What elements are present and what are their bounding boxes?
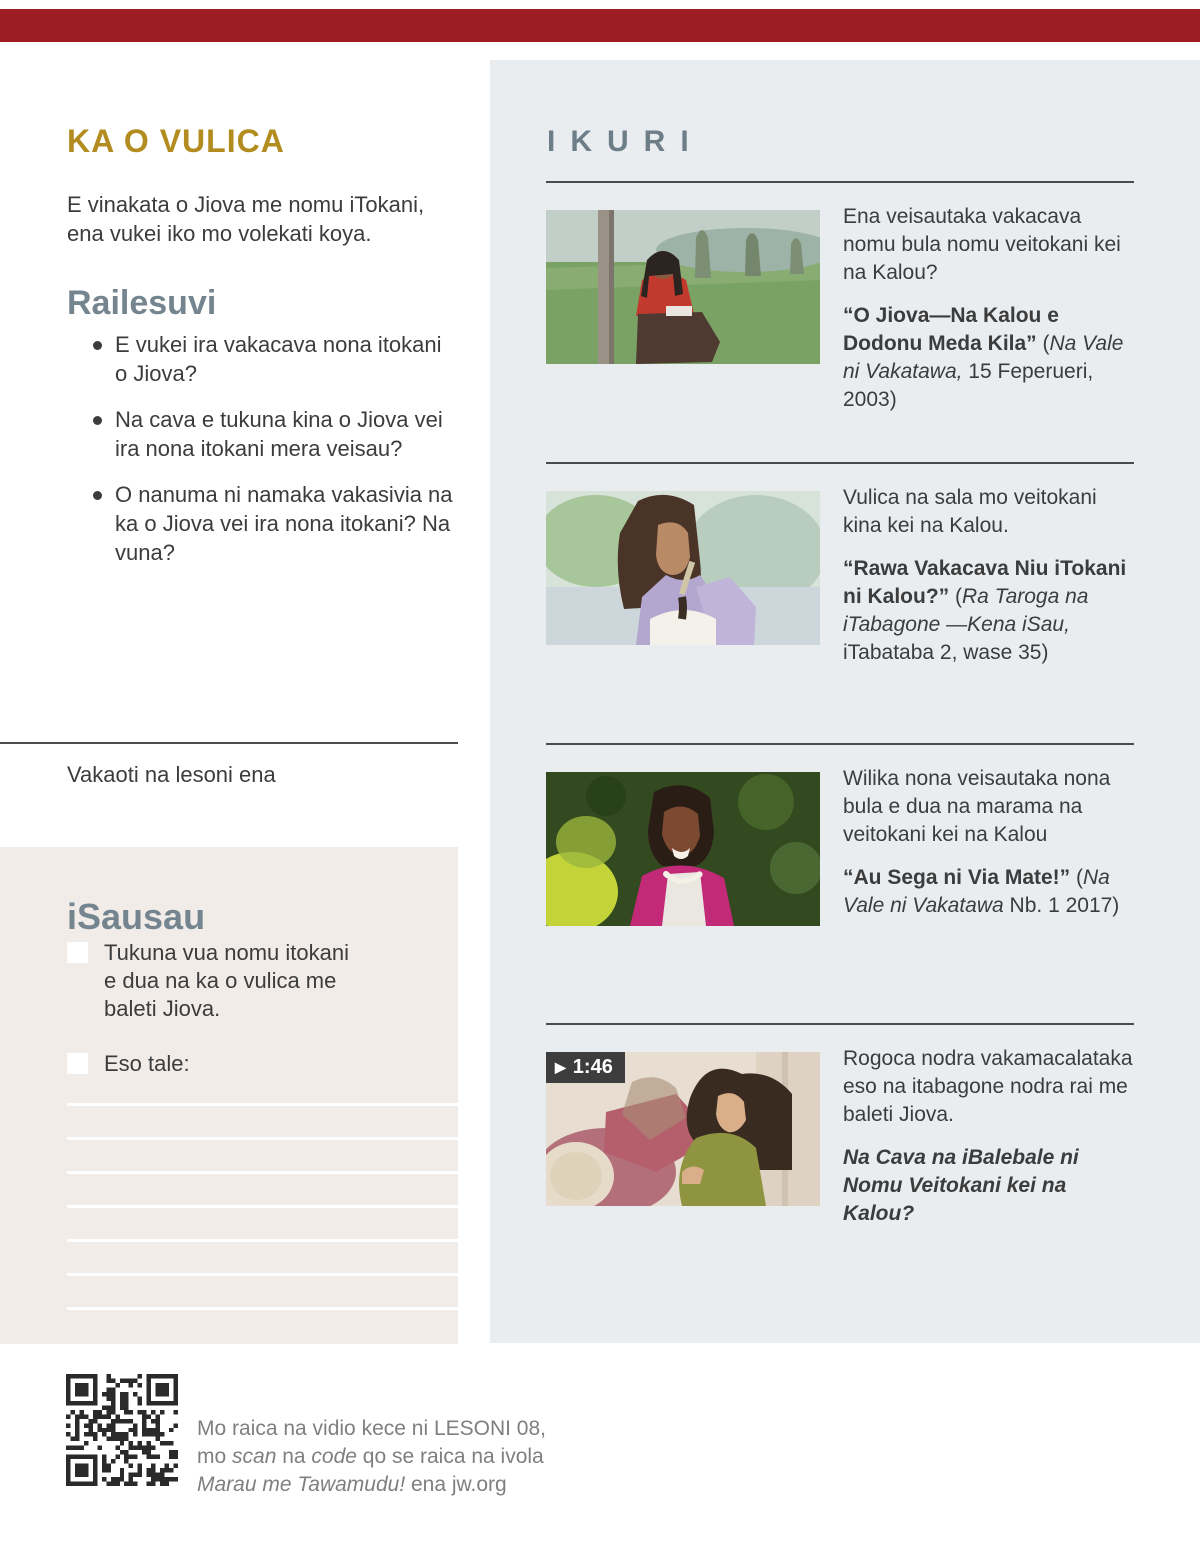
qr-caption xyxy=(197,1415,546,1499)
entry-photo-girl-studying xyxy=(546,491,820,645)
entry-question: Vulica na sala mo veitokani kina kei na Kalou. xyxy=(843,486,1097,537)
complete-by-label: Vakaoti na lesoni ena xyxy=(67,762,276,787)
write-line xyxy=(67,1205,458,1208)
qr-caption-line: Mo raica na vidio kece ni LESONI 08, xyxy=(197,1417,547,1440)
top-accent-bar xyxy=(0,9,1200,42)
goal-heading: iSausau xyxy=(67,895,206,937)
qr-caption-line: Marau me Tawamudu! ena jw.org xyxy=(197,1473,507,1496)
review-question: O nanuma ni namaka vakasivia na ka o Jiova vei ira nona itokani? Na vuna? xyxy=(67,480,459,567)
goal-item-label: Tukuna vua nomu itokani e dua na ka o vulica me baleti Jiova. xyxy=(104,940,349,1021)
summary-entry xyxy=(546,1023,1134,1305)
summary-heading: IKURI xyxy=(547,124,704,158)
write-line xyxy=(67,1103,458,1106)
goal-item xyxy=(67,939,362,1023)
entry-question: Ena veisautaka vakacava nomu bula nomu veitokani kei na Kalou? xyxy=(843,205,1121,284)
video-duration-badge xyxy=(546,1052,625,1083)
entry-reference: Na Cava na iBalebale ni Nomu Veitokani kei na Kalou? xyxy=(843,1146,1079,1225)
entry-reference: “O Jiova—Na Kalou e Dodonu Meda Kila” (Na Vale ni Vakatawa, 15 Feperueri, 2003) xyxy=(843,304,1124,411)
entry-photo-smiling-woman xyxy=(546,772,820,926)
summary-entry xyxy=(546,743,1134,1025)
review-question: E vukei ira vakacava nona itokani o Jiova? xyxy=(67,330,459,388)
review-question: Na cava e tukuna kina o Jiova vei ira nona itokani mera veisau? xyxy=(67,405,459,463)
write-line xyxy=(67,1307,458,1310)
review-heading: Railesuvi xyxy=(67,284,217,323)
entry-photo-woman-orchard xyxy=(546,210,820,364)
qr-code-icon xyxy=(66,1374,178,1486)
review-question-list xyxy=(67,330,459,584)
video-duration: 1:46 xyxy=(572,1056,613,1078)
divider-line xyxy=(0,742,458,744)
goal-item xyxy=(67,1050,362,1078)
write-line xyxy=(67,1273,458,1276)
qr-caption-line: mo scan na code qo se raica na ivola xyxy=(197,1445,544,1468)
play-icon: ▶ xyxy=(555,1059,566,1075)
summary-entry xyxy=(546,181,1134,464)
goal-checkbox[interactable] xyxy=(67,942,88,963)
summary-entry xyxy=(546,462,1134,745)
lesson-intro-text: E vinakata o Jiova me nomu iTokani, ena vukei iko mo volekati koya. xyxy=(67,192,425,246)
write-line xyxy=(67,1171,458,1174)
write-line xyxy=(67,1137,458,1140)
entry-reference: “Rawa Vakacava Niu iTokani ni Kalou?” (Ra Taroga na iTabagone —Kena iSau, iTabataba 2, wase 35) xyxy=(843,557,1127,664)
goal-checkbox[interactable] xyxy=(67,1053,88,1074)
goal-item-label: Eso tale: xyxy=(104,1051,190,1076)
write-line xyxy=(67,1239,458,1242)
entry-question: Rogoca nodra vakamacalataka eso na itabagone nodra rai me baleti Jiova. xyxy=(843,1047,1133,1126)
entry-reference: “Au Sega ni Via Mate!” (Na Vale ni Vakatawa Nb. 1 2017) xyxy=(843,866,1120,917)
entry-question: Wilika nona veisautaka nona bula e dua na marama na veitokani kei na Kalou xyxy=(843,767,1111,846)
page-title: KA O VULICA xyxy=(67,123,285,160)
